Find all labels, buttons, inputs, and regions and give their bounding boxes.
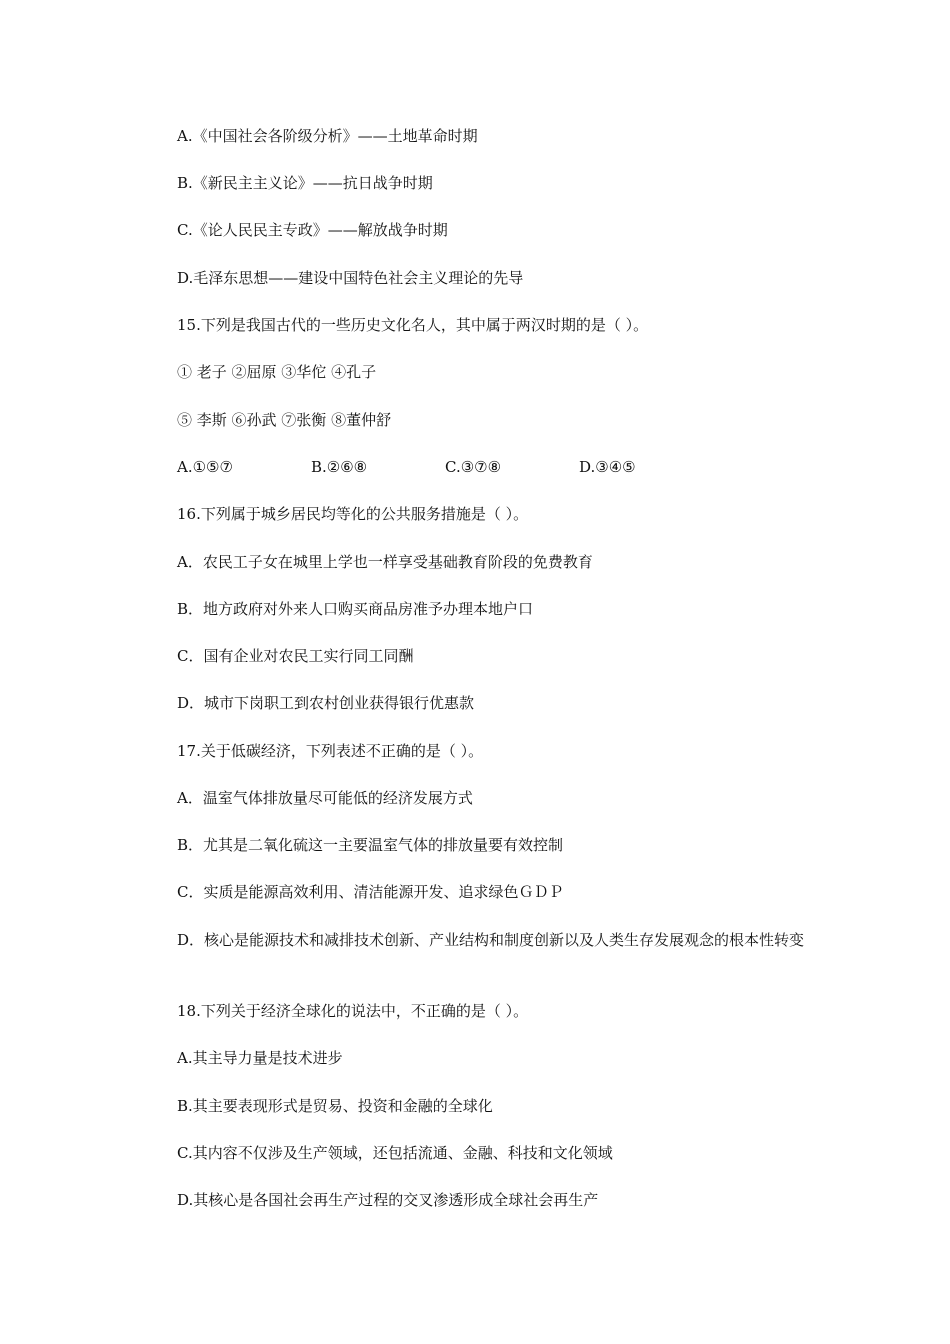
question-15-items-line-1: ① 老子 ②屈原 ③华佗 ④孔子 (177, 363, 377, 381)
option-d: D．城市下岗职工到农村创业获得银行优惠款 (177, 694, 475, 712)
question-16-stem: 16.下列属于城乡居民均等化的公共服务措施是（ ）。 (177, 505, 529, 523)
option-a: A.《中国社会各阶级分析》——土地革命时期 (177, 127, 478, 145)
question-15-options (177, 457, 713, 477)
option-b: B.其主要表现形式是贸易、投资和金融的全球化 (177, 1097, 493, 1115)
question-15-items-line-2: ⑤ 李斯 ⑥孙武 ⑦张衡 ⑧董仲舒 (177, 411, 392, 429)
option-a: A．农民工子女在城里上学也一样享受基础教育阶段的免费教育 (177, 553, 593, 571)
option-b: B．地方政府对外来人口购买商品房准予办理本地户口 (177, 600, 534, 618)
option-d: D.其核心是各国社会再生产过程的交叉渗透形成全球社会再生产 (177, 1191, 599, 1209)
option-a: A.其主导力量是技术进步 (177, 1049, 343, 1067)
option-b: B.《新民主主义论》——抗日战争时期 (177, 174, 433, 192)
question-17-stem: 17.关于低碳经济，下列表述不正确的是（ ）。 (177, 742, 484, 760)
option-d: D.毛泽东思想——建设中国特色社会主义理论的先导 (177, 269, 524, 287)
option-a: A．温室气体排放量尽可能低的经济发展方式 (177, 789, 473, 807)
question-18-stem: 18.下列关于经济全球化的说法中，不正确的是（ ）。 (177, 1002, 529, 1020)
option-c: C．国有企业对农民工实行同工同酬 (177, 647, 414, 665)
question-15-stem: 15.下列是我国古代的一些历史文化名人，其中属于两汉时期的是（ ）。 (177, 316, 649, 334)
option-c: C.《论人民民主专政》——解放战争时期 (177, 221, 448, 239)
option-d: D.③④⑤ (579, 458, 636, 476)
option-b: B.②⑥⑧ (311, 458, 368, 476)
option-c: C.其内容不仅涉及生产领域，还包括流通、金融、科技和文化领域 (177, 1144, 613, 1162)
option-c: C.③⑦⑧ (445, 458, 502, 476)
option-c: C．实质是能源高效利用、清洁能源开发、追求绿色ＧＤＰ (177, 883, 564, 901)
option-d: D．核心是能源技术和减排技术创新、产业结构和制度创新以及人类生存发展观念的根本性转变 (177, 931, 805, 949)
option-a: A.①⑤⑦ (177, 458, 233, 476)
option-b: B．尤其是二氧化硫这一主要温室气体的排放量要有效控制 (177, 836, 564, 854)
